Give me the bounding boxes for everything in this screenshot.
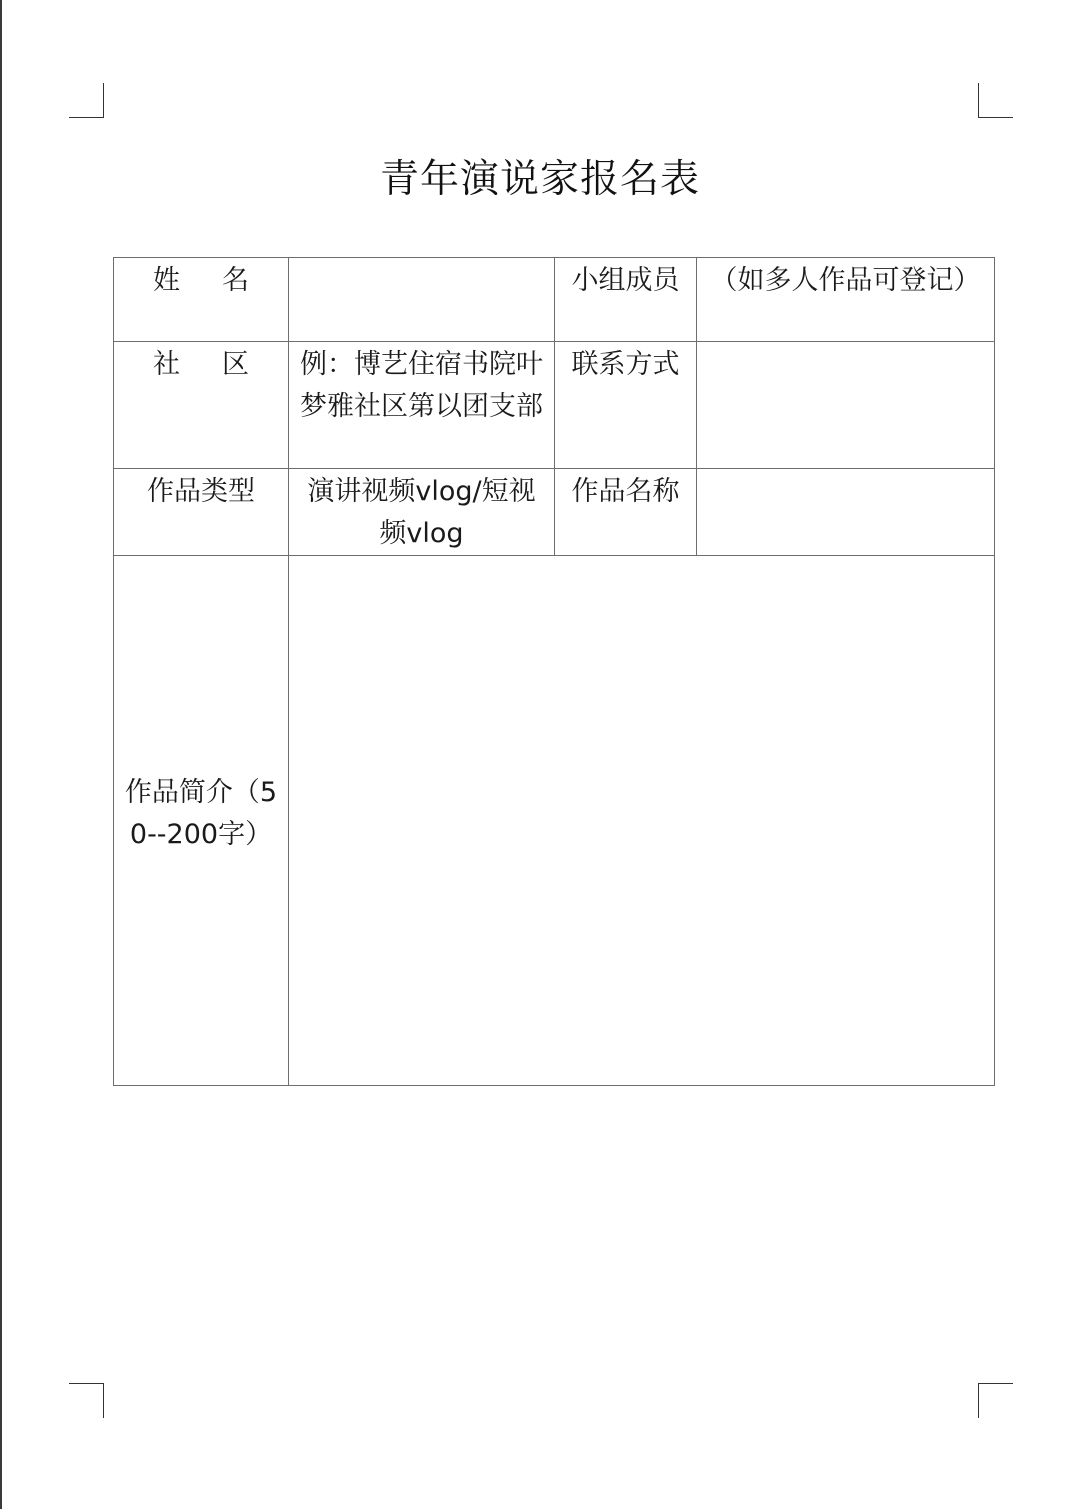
name-label-char-2: 名 [222,265,249,296]
page-title: 青年演说家报名表 [379,157,700,202]
intro-value-cell[interactable] [289,556,995,1086]
community-label [114,342,289,469]
work-name-label: 作品名称 [555,469,697,556]
crop-mark-top-left [69,83,104,118]
members-value-cell[interactable]: （如多人作品可登记） [697,258,995,342]
crop-mark-bottom-left [69,1383,104,1418]
contact-value-cell[interactable] [697,342,995,469]
intro-label: 作品简介（50--200字） [114,556,289,1086]
contact-label: 联系方式 [555,342,697,469]
community-label-char-1: 社 [153,349,180,380]
work-name-value-cell[interactable] [697,469,995,556]
name-value-cell[interactable] [289,258,555,342]
crop-mark-top-right [978,83,1013,118]
members-label: 小组成员 [555,258,697,342]
name-label-char-1: 姓 [153,265,180,296]
form-row-name [114,258,995,342]
community-value-cell[interactable]: 例：博艺住宿书院叶梦雅社区第以团支部 [289,342,555,469]
registration-form-table [113,257,995,1086]
type-label: 作品类型 [114,469,289,556]
form-row-community [114,342,995,469]
form-row-type [114,469,995,556]
form-row-intro [114,556,995,1086]
type-value-cell[interactable]: 演讲视频vlog/短视频vlog [289,469,555,556]
crop-mark-bottom-right [978,1383,1013,1418]
name-label [114,258,289,342]
community-label-char-2: 区 [222,349,249,380]
page-edge [0,0,2,1509]
